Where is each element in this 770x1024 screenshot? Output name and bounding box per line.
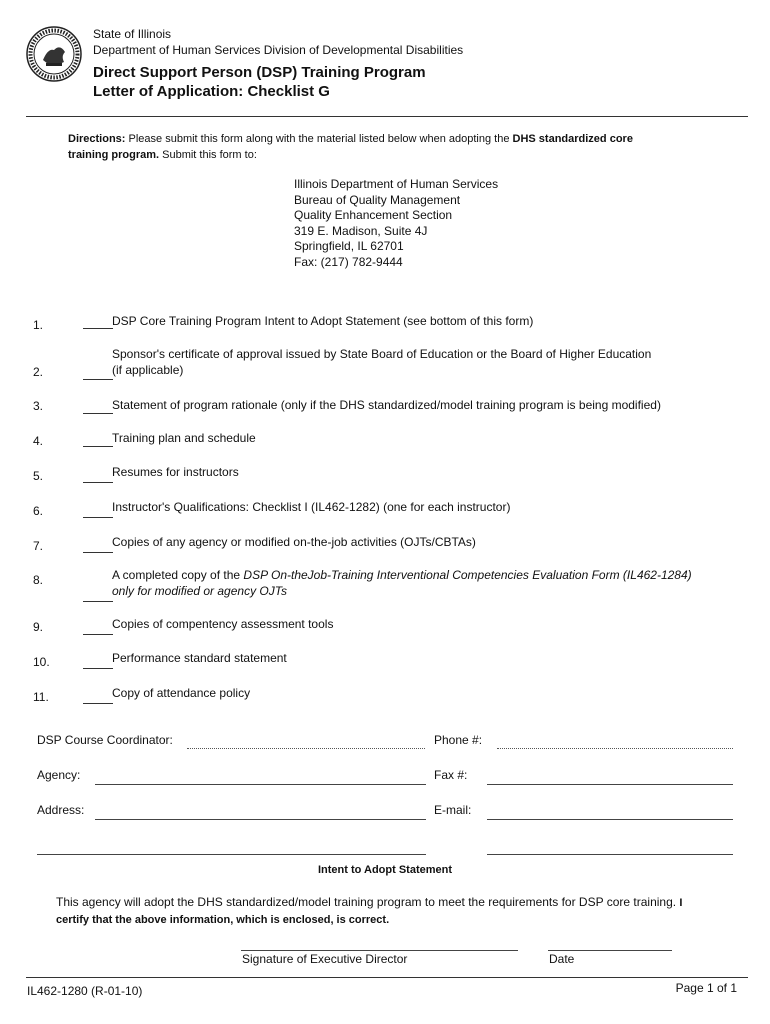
fax-label: Fax #: — [434, 768, 468, 782]
form-id: IL462-1280 (R-01-10) — [27, 984, 143, 998]
agency-label: Agency: — [37, 768, 81, 782]
page-title: Direct Support Person (DSP) Training Program — [93, 64, 426, 81]
item-number: 7. — [33, 539, 44, 553]
email-label: E-mail: — [434, 803, 472, 817]
checklist-item-4: Training plan and schedule — [112, 431, 256, 445]
checklist-item-6: Instructor's Qualifications: Checklist I (IL462-1282) (one for each instructor) — [112, 500, 511, 514]
item-number: 6. — [33, 504, 44, 518]
item-number: 10. — [33, 655, 50, 669]
checklist-item-9: Copies of compentency assessment tools — [112, 617, 334, 631]
coordinator-field[interactable] — [187, 748, 425, 749]
date-field[interactable] — [548, 950, 672, 951]
item-check-blank-1[interactable] — [83, 328, 113, 329]
email-field[interactable] — [487, 819, 733, 820]
fax-field[interactable] — [487, 784, 733, 785]
extra-field-line[interactable] — [487, 854, 733, 855]
item-check-blank-7[interactable] — [83, 552, 113, 553]
item-number: 4. — [33, 434, 44, 448]
checklist-item-10: Performance standard statement — [112, 651, 287, 665]
page-subtitle: Letter of Application: Checklist G — [93, 83, 330, 100]
item-check-blank-4[interactable] — [83, 446, 113, 447]
item-number: 1. — [33, 318, 44, 332]
item-check-blank-5[interactable] — [83, 482, 113, 483]
item-number: 8. — [33, 573, 44, 587]
state-name: State of Illinois — [93, 27, 172, 41]
checklist-item-3: Statement of program rationale (only if the DHS standardized/model training program is being modified) — [112, 398, 661, 412]
checklist-item-11: Copy of attendance policy — [112, 686, 251, 700]
checklist-item-2: Sponsor's certificate of approval issued by State Board of Education or the Board of Higher Education (if applicable) — [112, 347, 652, 377]
item-check-blank-3[interactable] — [83, 413, 113, 414]
header-divider — [26, 116, 748, 117]
address-label: Address: — [37, 803, 85, 817]
signature-field[interactable] — [241, 950, 518, 951]
item-number: 2. — [33, 365, 44, 379]
item-number: 11. — [33, 690, 49, 704]
state-seal-icon — [26, 26, 82, 82]
item-check-blank-2[interactable] — [83, 379, 113, 380]
item-check-blank-8[interactable] — [83, 601, 113, 602]
agency-field[interactable] — [95, 784, 426, 785]
item-number: 3. — [33, 399, 44, 413]
item-check-blank-10[interactable] — [83, 668, 113, 669]
directions-label: Directions: — [68, 133, 126, 145]
item-number: 9. — [33, 620, 44, 634]
item-check-blank-9[interactable] — [83, 634, 113, 635]
item-check-blank-11[interactable] — [83, 703, 113, 704]
phone-field[interactable] — [497, 748, 733, 749]
checklist-item-5: Resumes for instructors — [112, 465, 239, 479]
phone-label: Phone #: — [434, 733, 483, 747]
address-field-line-2[interactable] — [37, 854, 426, 855]
checklist-item-8: A completed copy of the DSP On-theJob-Training Interventional Competencies Evaluation Form (IL462-1284) only for modified or agency OJTs — [112, 568, 692, 598]
mailing-address: Illinois Department of Human Services Bureau of Quality Management Quality Enhancement Section 319 E. Madison, Suite 4J Springfield, IL 62701 Fax: (217) 782-9444 — [294, 177, 499, 269]
signature-label: Signature of Executive Director — [242, 952, 408, 966]
intent-heading: Intent to Adopt Statement — [317, 864, 453, 876]
checklist-item-7: Copies of any agency or modified on-the-job activities (OJTs/CBTAs) — [112, 535, 476, 549]
checklist-item-1: DSP Core Training Program Intent to Adopt Statement (see bottom of this form) — [112, 314, 534, 328]
directions-text: Directions: Please submit this form along with the material listed below when adopting the DHS standardized core training program. Submit this form to: — [68, 133, 633, 161]
item-check-blank-6[interactable] — [83, 517, 113, 518]
page-number: Page 1 of 1 — [675, 981, 737, 995]
item-number: 5. — [33, 469, 44, 483]
address-field[interactable] — [95, 819, 426, 820]
department-name: Department of Human Services Division of Developmental Disabilities — [93, 43, 464, 57]
footer-divider — [26, 977, 748, 978]
intent-statement: This agency will adopt the DHS standardized/model training program to meet the requirements for DSP core training. I certify that the above information, which is enclosed, is correct. — [56, 895, 683, 926]
date-label: Date — [549, 952, 575, 966]
coordinator-label: DSP Course Coordinator: — [37, 733, 173, 747]
